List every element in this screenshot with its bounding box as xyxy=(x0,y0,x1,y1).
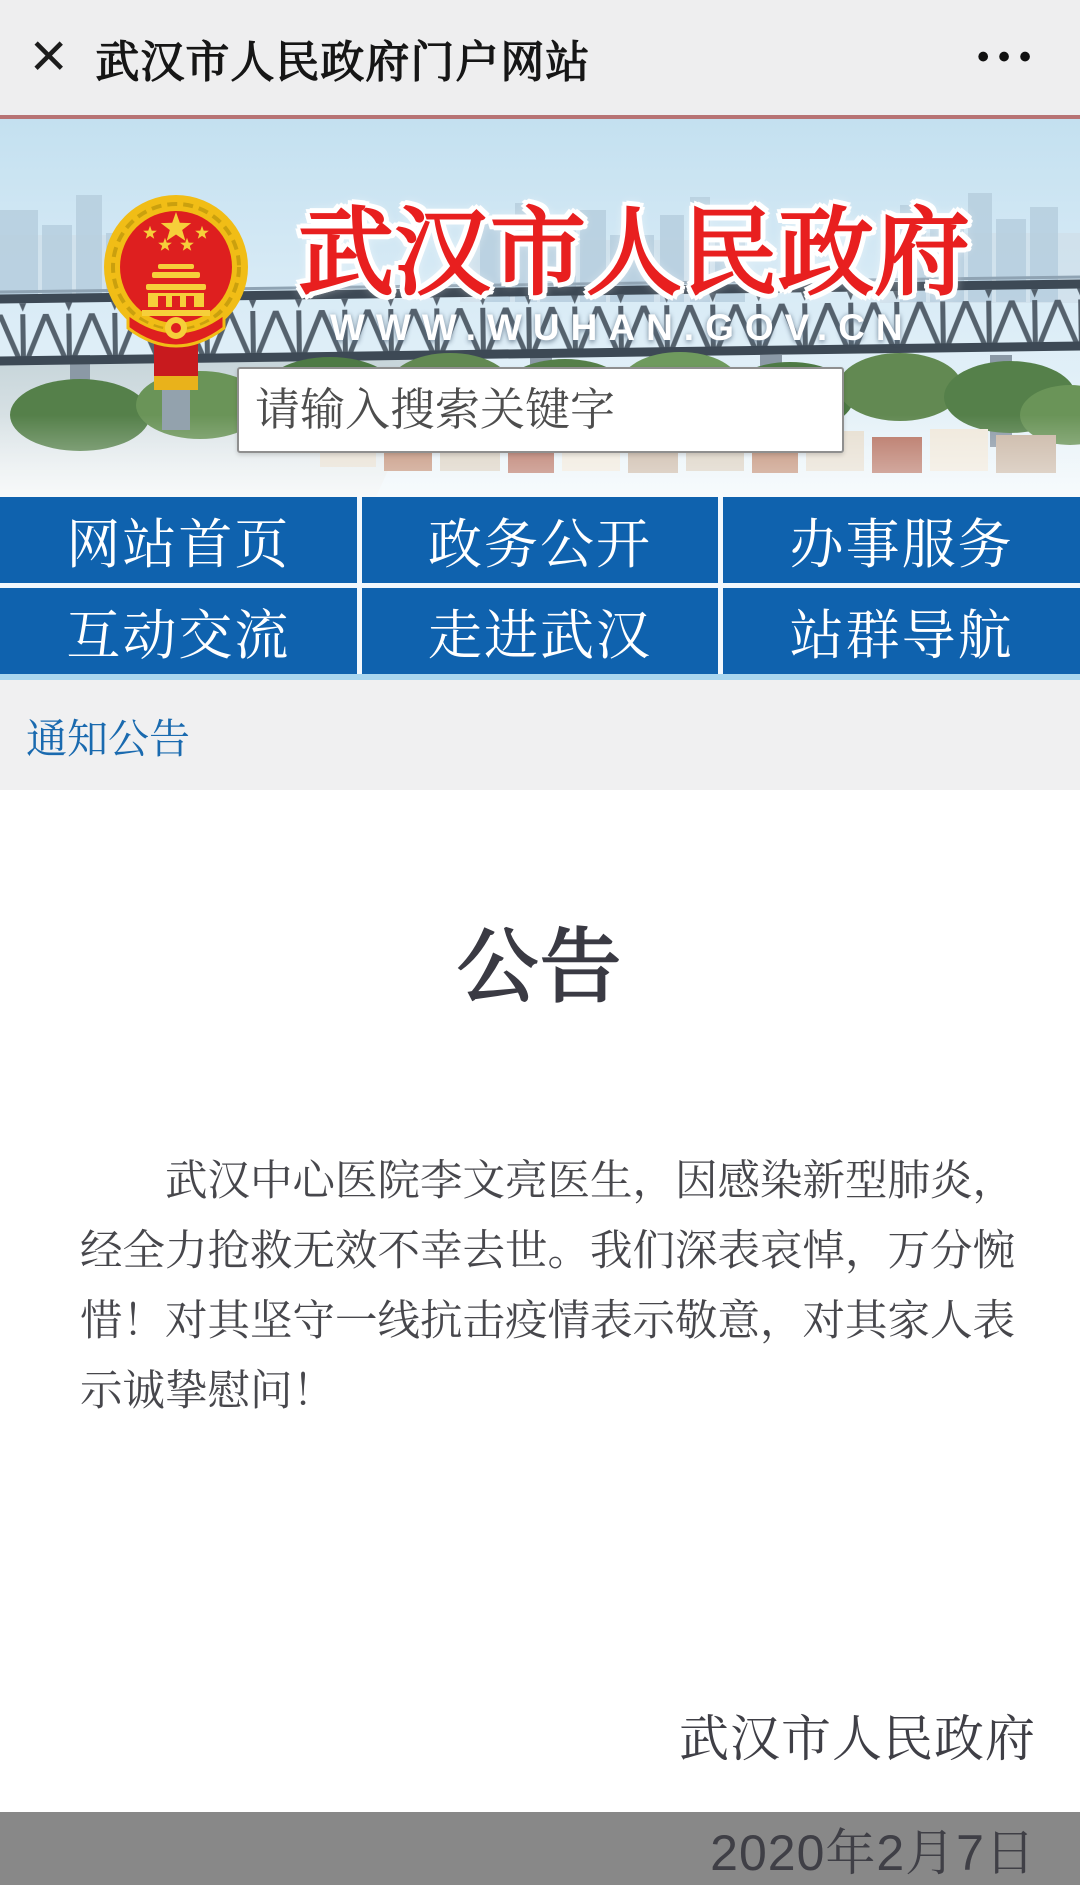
body-line: 武汉中心医院李文亮医生，因感染新型肺炎， xyxy=(165,1158,1016,1205)
nav-item-about-wuhan[interactable]: 走进武汉 xyxy=(362,588,719,674)
site-name-text: 武汉市人民政府 xyxy=(298,200,970,307)
nav-item-gov-info[interactable]: 政务公开 xyxy=(362,497,719,583)
nav-item-site-group[interactable]: 站群导航 xyxy=(723,588,1080,674)
nav-item-home[interactable]: 网站首页 xyxy=(0,497,357,583)
site-banner xyxy=(0,115,1080,497)
breadcrumb-notice-link[interactable]: 通知公告 xyxy=(26,715,190,762)
announcement-body xyxy=(0,1147,1080,1427)
signature-date: 2020年2月7日 xyxy=(710,1825,1036,1881)
wechat-title-bar xyxy=(0,0,1080,115)
announcement-article xyxy=(0,790,1080,1881)
main-nav xyxy=(0,497,1080,674)
breadcrumb-bar xyxy=(0,680,1080,790)
nav-item-interaction[interactable]: 互动交流 xyxy=(0,588,357,674)
search-input[interactable] xyxy=(237,367,844,453)
close-icon[interactable]: × xyxy=(30,18,68,91)
signature-block xyxy=(0,1699,1080,1885)
signature-issuer: 武汉市人民政府 xyxy=(679,1711,1036,1767)
national-emblem-icon xyxy=(100,172,252,430)
announcement-title: 公告 xyxy=(456,923,623,1013)
site-url-text: WWW.WUHAN.GOV.CN xyxy=(330,307,914,348)
body-line: 惜！对其坚守一线抗击疫情表示敬意，对其家人表 xyxy=(80,1298,1016,1345)
body-line: 示诚挚慰问！ xyxy=(80,1368,336,1415)
more-menu-icon[interactable]: ••• xyxy=(977,38,1040,76)
body-line: 经全力抢救无效不幸去世。我们深表哀悼，万分惋 xyxy=(80,1228,1016,1275)
nav-item-services[interactable]: 办事服务 xyxy=(723,497,1080,583)
page-title: 武汉市人民政府门户网站 xyxy=(95,37,591,87)
